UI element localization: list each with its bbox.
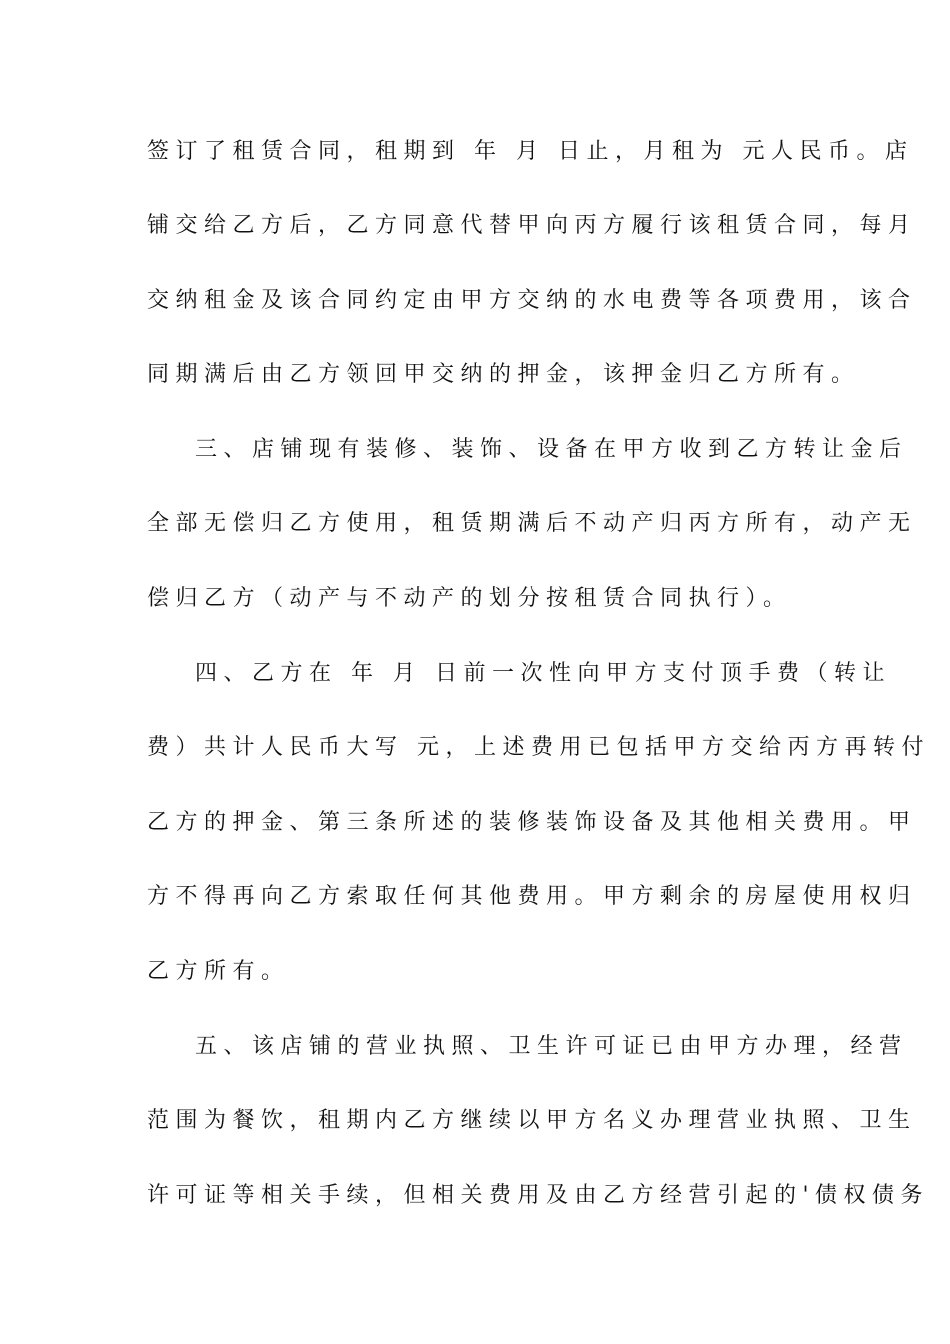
text-line-11: 方不得再向乙方索取任何其他费用。甲方剩余的房屋使用权归	[147, 884, 917, 909]
text-line-12: 乙方所有。	[147, 959, 290, 984]
text-line-2: 铺交给乙方后，乙方同意代替甲向丙方履行该租赁合同，每月	[147, 213, 917, 238]
text-line-9: 费）共计人民币大写 元，上述费用已包括甲方交给丙方再转付	[147, 735, 930, 760]
text-line-1: 签订了租赁合同，租期到 年 月 日止，月租为 元人民币。店	[147, 139, 914, 164]
text-line-14: 范围为餐饮，租期内乙方继续以甲方名义办理营业执照、卫生	[147, 1108, 917, 1133]
text-line-15: 许可证等相关手续，但相关费用及由乙方经营引起的'债权债务	[147, 1183, 930, 1208]
text-line-10: 乙方的押金、第三条所述的装修装饰设备及其他相关费用。甲	[147, 810, 917, 835]
section-five-heading-line: 五、该店铺的营业执照、卫生许可证已由甲方办理，经营	[195, 1034, 908, 1059]
text-line-4: 同期满后由乙方领回甲交纳的押金，该押金归乙方所有。	[147, 362, 860, 387]
section-four-heading-line: 四、乙方在 年 月 日前一次性向甲方支付顶手费（转让	[195, 661, 891, 686]
text-line-6: 全部无偿归乙方使用，租赁期满后不动产归丙方所有，动产无	[147, 511, 917, 536]
text-line-3: 交纳租金及该合同约定由甲方交纳的水电费等各项费用，该合	[147, 288, 917, 313]
section-three-heading-line: 三、店铺现有装修、装饰、设备在甲方收到乙方转让金后	[195, 437, 908, 462]
text-line-7: 偿归乙方（动产与不动产的划分按租赁合同执行）。	[147, 586, 792, 611]
